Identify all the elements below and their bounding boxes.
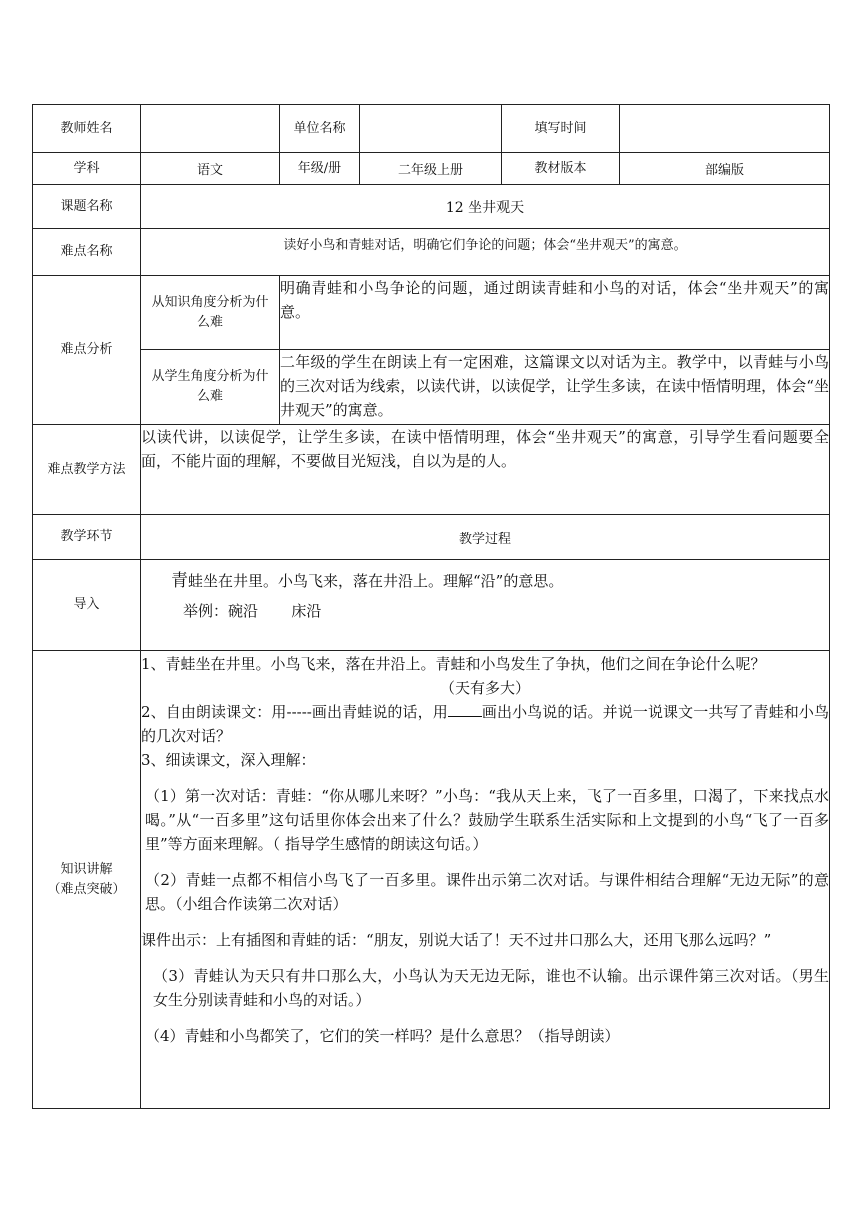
knowledge-angle-label: 从知识角度分析为什么难 (141, 276, 280, 350)
student-angle-text: 二年级的学生在朗读上有一定困难，这篇课文以对话为主。教学中，以青蛙与小鸟的三次对话为线索，以读代讲，以读促学，让学生多读，在读中悟情明理，体会“坐井观天”的寓意。 (280, 350, 830, 425)
grade-value: 二年级上册 (360, 153, 502, 185)
unit-name-label: 单位名称 (280, 105, 360, 153)
knowledge-p1: 1、青蛙坐在井里。小鸟飞来，落在井沿上。青蛙和小鸟发生了争执，他们之间在争论什么呢？ (141, 655, 766, 673)
analysis-knowledge-row (33, 276, 830, 350)
stage-label: 教学环节 (33, 515, 141, 560)
lesson-title-label: 课题名称 (33, 185, 141, 229)
fill-time-value (620, 105, 830, 153)
knowledge-label-line-2: （难点突破） (47, 881, 126, 897)
underline-blank (448, 702, 482, 717)
knowledge-p2-part-b: 画出小鸟说的话。并说一说课文一共写了青蛙和小鸟的几次对话？ (141, 703, 829, 745)
knowledge-label (33, 651, 141, 1109)
intro-row (33, 560, 830, 651)
knowledge-p2-part-a: 2、自由朗读课文：用-----画出青蛙说的话，用 (141, 703, 448, 721)
knowledge-p2 (141, 700, 829, 748)
intro-line-1 (171, 566, 823, 596)
subject-value: 语文 (141, 153, 280, 185)
knowledge-p3: 3、细读课文，深入理解： (141, 751, 316, 769)
knowledge-p6: 课件出示：上有插图和青蛙的话：“朋友，别说大话了！天不过井口那么大，还用飞那么远吗？” (141, 931, 772, 949)
method-row (33, 425, 830, 515)
intro-line-1-text: 蛙坐在井里。小鸟飞来，落在井沿上。理解“沿”的意思。 (188, 572, 564, 590)
knowledge-label-line-1: 知识讲解 (60, 861, 113, 877)
difficulty-row (33, 229, 830, 276)
intro-line-2: 举例：碗沿 床沿 (183, 602, 322, 620)
fill-time-label: 填写时间 (502, 105, 620, 153)
intro-first-char: 青 (171, 571, 188, 591)
teacher-name-label: 教师姓名 (33, 105, 141, 153)
knowledge-angle-text: 明确青蛙和小鸟争论的问题，通过朗读青蛙和小鸟的对话，体会“坐井观天”的寓意。 (280, 276, 830, 350)
subject-label: 学科 (33, 153, 141, 185)
lesson-plan-table (32, 104, 830, 1109)
analysis-student-row (33, 350, 830, 425)
knowledge-content (141, 651, 830, 1109)
knowledge-p7: （3）青蛙认为天只有井口那么大，小鸟认为天无边无际，谁也不认输。出示课件第三次对话。（男生女生分别读青蛙和小鸟的对话。） (153, 967, 829, 1009)
lesson-title-value: 12 坐井观天 (141, 185, 830, 229)
knowledge-p4: （1）第一次对话：青蛙：“你从哪儿来呀？”小鸟：“我从天上来，飞了一百多里，口渴了，下来找点水喝。”从“一百多里”这句话里你体会出来了什么？鼓励学生联系生活实际和上文提到的小鸟“飞了一百多里”等方面来理解。（ 指导学生感情的朗读这句话。） (145, 787, 829, 853)
student-angle-label: 从学生角度分析为什么难 (141, 350, 280, 425)
subject-row (33, 153, 830, 185)
analysis-label: 难点分析 (33, 276, 141, 425)
method-label: 难点教学方法 (33, 425, 141, 515)
grade-label: 年级/册 (280, 153, 360, 185)
knowledge-p1-answer: （天有多大） (439, 679, 530, 697)
edition-label: 教材版本 (502, 153, 620, 185)
difficulty-label: 难点名称 (33, 229, 141, 276)
knowledge-p5: （2）青蛙一点都不相信小鸟飞了一百多里。课件出示第二次对话。与课件相结合理解“无边无际”的意思。（小组合作读第二次对话） (145, 871, 829, 913)
unit-name-value (360, 105, 502, 153)
teacher-row (33, 105, 830, 153)
method-text: 以读代讲，以读促学，让学生多读，在读中悟情明理，体会“坐井观天”的寓意，引导学生看问题要全面，不能片面的理解，不要做目光短浅，自以为是的人。 (141, 425, 830, 515)
teacher-name-value (141, 105, 280, 153)
intro-label: 导入 (33, 560, 141, 651)
lesson-title-row (33, 185, 830, 229)
edition-value: 部编版 (620, 153, 830, 185)
process-header-row (33, 515, 830, 560)
knowledge-p8: （4）青蛙和小鸟都笑了，它们的笑一样吗？是什么意思？（指导朗读） (145, 1027, 620, 1045)
difficulty-value: 读好小鸟和青蛙对话，明确它们争论的问题；体会“坐井观天”的寓意。 (141, 229, 830, 276)
knowledge-row (33, 651, 830, 1109)
process-label: 教学过程 (141, 515, 830, 560)
intro-content (141, 560, 830, 651)
